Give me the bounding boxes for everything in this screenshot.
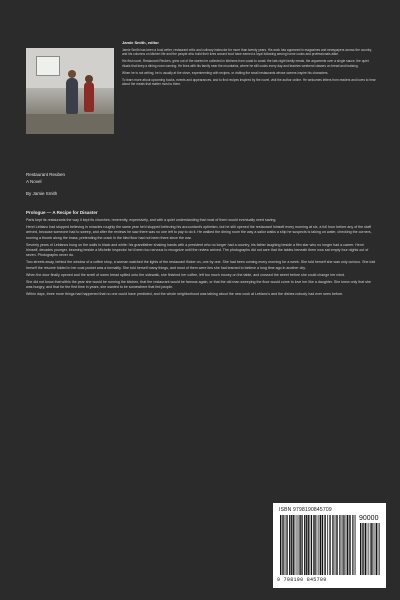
barcode-bar	[363, 523, 364, 575]
barcode-bar	[350, 515, 351, 575]
bio-paragraph: Jamie Smith has been a food writer, restaurant critic and culinary instructor for more than twenty years. His work has appeared in magazines and newspapers across the country, and his columns on kitchen life and the people who build their lives around food have earned a loyal following among home cooks and professionals alike.	[122, 48, 372, 57]
barcode-bar	[285, 515, 286, 575]
excerpt-paragraph: Within days, three more things had happened that no one could have predicted, and the whole neighborhood was talking about the new cook at Leblanc's and the dishes nobody had ever seen before.	[26, 292, 344, 297]
book-info	[26, 172, 376, 198]
barcode-bar	[289, 515, 290, 575]
barcode-bar	[344, 515, 345, 575]
barcode-bar	[324, 515, 325, 575]
author-bio	[122, 40, 376, 89]
excerpt-paragraph: She did not know that within the year she would be running the kitchen, that the restaurant would be famous again, or that the old man sweeping the floor would come to love her like a daughter. She knew only that she was hungry, and that for the first time in years, she wanted to be somewhere that fed people.	[26, 280, 372, 290]
price-code: 90000	[359, 515, 379, 522]
barcode-bar	[296, 515, 297, 575]
barcode-bar	[360, 523, 361, 575]
barcode-bar	[333, 515, 334, 575]
barcode-bar	[335, 515, 336, 575]
bio-heading: Jamie Smith, editor	[122, 40, 159, 45]
author-section	[26, 40, 376, 140]
barcode-bar	[343, 515, 344, 575]
barcode-bar	[370, 523, 371, 575]
barcode-bar	[341, 515, 342, 575]
barcode-bar	[376, 523, 377, 575]
barcode-bar	[280, 515, 281, 575]
barcode-bar	[378, 523, 379, 575]
barcode-bar	[336, 515, 337, 575]
barcode-bar	[339, 515, 340, 575]
barcode-bar	[330, 515, 331, 575]
barcode-bar	[319, 515, 320, 575]
excerpt-paragraph: Henri Leblanc had stopped believing in miracles roughly the same year he'd stopped believing his accountant's optimism, but he still opened the restaurant himself every morning at six, a full hour before any of the staff arrived, because someone had to sweep, and after the reviews he saw there was no one left to pay to do it. He walked the dining room the way a sailor walks a ship he suspects is taking on water, checking the corners, running a thumb along the brass, pretending the crack in the tiled floor had not been there since the war.	[26, 225, 372, 240]
barcode-bar	[308, 515, 309, 575]
book-title: Restaurant Reuben	[26, 172, 66, 177]
barcode-bar	[317, 515, 318, 575]
barcode-bars	[279, 515, 357, 575]
barcode-bar	[337, 515, 338, 575]
barcode-bar	[346, 515, 347, 575]
book-subtitle: A Novel	[26, 179, 42, 184]
isbn-label: ISBN 9798190845709	[279, 507, 332, 513]
barcode-bar	[298, 515, 299, 575]
excerpt-paragraph: When the door finally opened and the smell of warm bread spilled onto the sidewalk, she finished her coffee, left too much money on the table, and crossed the street before she could change her mind.	[26, 272, 346, 277]
barcode-bar	[374, 523, 375, 575]
barcode-bar	[286, 515, 287, 575]
barcode-bar	[302, 515, 303, 575]
barcode-bar	[372, 523, 373, 575]
barcode-bar	[283, 515, 284, 575]
barcode-bar	[369, 523, 370, 575]
barcode-bar	[329, 515, 330, 575]
bio-paragraph: To learn more about upcoming books, events and appearances, and to find recipes inspired by the novel, visit the author online. He welcomes letters from readers and loves to hear about the meals that matter most to them.	[122, 78, 376, 87]
barcode-bar	[367, 523, 368, 575]
barcode-bar	[313, 515, 314, 575]
barcode-bar	[379, 523, 380, 575]
barcode-bar	[306, 515, 307, 575]
bio-paragraph: When he is not writing, he is usually at the stove, experimenting with recipes, or visiting the small restaurants whose owners inspire his characters.	[122, 70, 329, 75]
addon-barcode-bars	[359, 523, 381, 575]
barcode-bar	[362, 523, 363, 575]
barcode-bar	[287, 515, 288, 575]
barcode-bar	[355, 515, 356, 575]
barcode-bar	[332, 515, 333, 575]
barcode-bar	[354, 515, 355, 575]
barcode-bar	[320, 515, 321, 575]
barcode-bar	[347, 515, 348, 575]
barcode-bar	[291, 515, 292, 575]
barcode-bar	[311, 515, 312, 575]
barcode-bar	[299, 515, 300, 575]
barcode-bar	[352, 515, 353, 575]
author-photo	[26, 48, 114, 134]
barcode-bar	[282, 515, 283, 575]
excerpt-paragraph: Paris kept its restaurants the way it kept its churches: reverently, expensively, and with a quiet understanding that most of them would eventually need saving.	[26, 218, 277, 222]
isbn-barcode	[273, 503, 386, 588]
barcode-bar	[365, 523, 366, 575]
excerpt-paragraph: Two streets away, behind the window of a coffee shop, a woman watched the lights of the restaurant flicker on, one by one. She had been coming every morning for a week. She told herself she was only curious. She told herself the résumé folded in her coat pocket was a formality. She told herself many things, and most of them were lies she had learned to believe a long time ago in another city.	[26, 260, 376, 270]
bio-paragraph: His first novel, Restaurant Reuben, grew out of the stories he collected in kitchens from coast to coast: the late-night family meals, the arguments over a single sauce, the quiet rituals that keep a dining room running. He lives with his family near the mountains, where he still cooks every day and teaches weekend classes on bread and braising.	[122, 59, 369, 68]
prologue-heading: Prologue — A Recipe for Disaster	[26, 210, 98, 215]
barcode-bar	[315, 515, 316, 575]
barcode-bar	[342, 515, 343, 575]
barcode-bar	[304, 515, 305, 575]
barcode-digits: 9 798190 845709	[277, 577, 327, 583]
barcode-bar	[349, 515, 350, 575]
barcode-bar	[327, 515, 328, 575]
barcode-bar	[322, 515, 323, 575]
barcode-bar	[300, 515, 301, 575]
excerpt-paragraph: Seventy years of Leblancs hung on the walls in black and white: his grandfather shaking hands with a president who no longer had a country, his father laughing beside a film star who no longer had a career. Henri himself, decades younger, beaming beside a Michelin inspector he'd been too nervous to recognize until the review arrived. The photographs did not care that the tables beneath them now sat empty four nights out of seven. Photographs never do.	[26, 242, 369, 258]
excerpt	[26, 210, 376, 300]
book-author: By Jamie Smith	[26, 191, 58, 196]
barcode-bar	[293, 515, 294, 575]
